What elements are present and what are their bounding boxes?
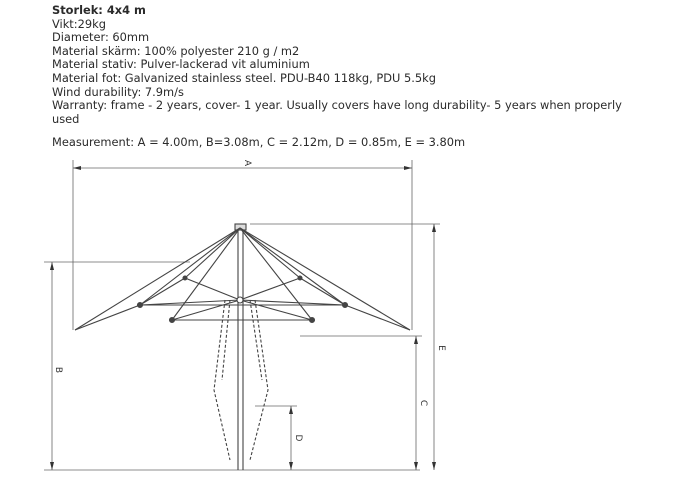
dimension-e-label: E bbox=[436, 345, 446, 351]
spec-canopy-material: Material skärm: 100% polyester 210 g / m2 bbox=[52, 43, 300, 58]
dimension-c-label: C bbox=[418, 399, 428, 407]
dimension-e bbox=[250, 224, 440, 470]
spec-frame-material: Material stativ: Pulver-lackerad vit aluminium bbox=[52, 57, 310, 72]
spec-diameter: Diameter: 60mm bbox=[52, 30, 150, 45]
spec-base-material: Material fot: Galvanized stainless steel. PDU-B40 118kg, PDU 5.5kg bbox=[52, 70, 436, 85]
dimension-d-label: D bbox=[293, 434, 303, 442]
dimension-b-label: B bbox=[53, 366, 63, 374]
umbrella-frame bbox=[75, 224, 410, 470]
spec-title: Storlek: 4x4 m bbox=[52, 3, 146, 17]
spec-warranty: Warranty: frame - 2 years, cover- 1 year. Usually covers have long durability- 5 years when properly used bbox=[52, 98, 622, 126]
measurement-text: Measurement: A = 4.00m, B=3.08m, C = 2.12m, D = 0.85m, E = 3.80m bbox=[52, 135, 466, 149]
spec-wind: Wind durability: 7.9m/s bbox=[52, 84, 184, 99]
dimension-b bbox=[44, 262, 420, 470]
dimension-a-label: A bbox=[242, 159, 252, 167]
dimension-c bbox=[300, 336, 422, 470]
spec-weight: Vikt:29kg bbox=[52, 16, 106, 31]
